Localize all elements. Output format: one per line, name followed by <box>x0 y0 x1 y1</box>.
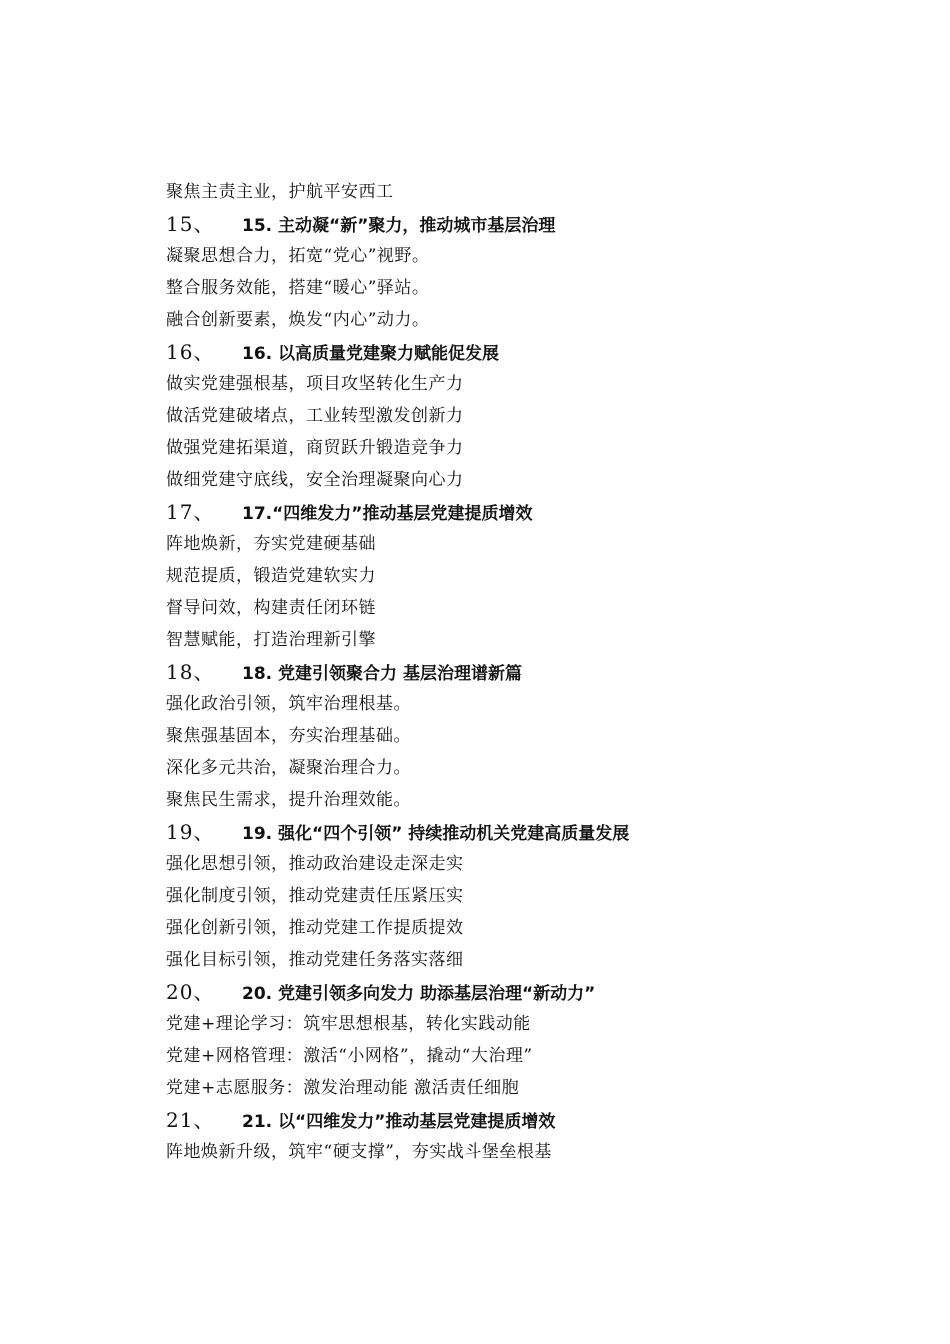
section-title: 18. 党建引领聚合力 基层治理谱新篇 <box>242 664 522 684</box>
section-heading <box>166 656 886 688</box>
section-item: 规范提质，锻造党建软实力 <box>166 566 376 586</box>
section-title: 17.“四维发力”推动基层党建提质增效 <box>242 504 533 524</box>
section-item: 聚焦强基固本，夯实治理基础。 <box>166 726 411 746</box>
section-item: 聚焦民生需求，提升治理效能。 <box>166 790 411 810</box>
section-heading <box>166 336 886 368</box>
section-item: 做细党建守底线，安全治理凝聚向心力 <box>166 470 464 490</box>
section-item: 阵地焕新升级，筑牢“硬支撑”，夯实战斗堡垒根基 <box>166 1142 552 1162</box>
section-item: 融合创新要素，焕发“内心”动力。 <box>166 310 430 330</box>
section-item: 党建+网格管理：激活“小网格”，撬动“大治理” <box>166 1046 533 1066</box>
section-heading <box>166 816 886 848</box>
section-heading <box>166 976 886 1008</box>
section-item: 智慧赋能，打造治理新引擎 <box>166 630 376 650</box>
section-item: 强化制度引领，推动党建责任压紧压实 <box>166 886 464 906</box>
section-item: 阵地焕新，夯实党建硬基础 <box>166 534 376 554</box>
intro-line: 聚焦主责主业，护航平安西工 <box>166 182 394 202</box>
section-item: 做实党建强根基，项目攻坚转化生产力 <box>166 374 464 394</box>
section-title: 19. 强化“四个引领” 持续推动机关党建高质量发展 <box>242 824 630 844</box>
section-title: 20. 党建引领多向发力 助添基层治理“新动力” <box>242 984 596 1004</box>
section-item: 强化思想引领，推动政治建设走深走实 <box>166 854 464 874</box>
section-item: 强化目标引领，推动党建任务落实落细 <box>166 950 464 970</box>
section-item: 党建+理论学习：筑牢思想根基，转化实践动能 <box>166 1014 531 1034</box>
section-number: 17、 <box>166 500 215 524</box>
document-body <box>166 176 886 1168</box>
section-list <box>166 208 886 1168</box>
section-item: 党建+志愿服务：激发治理动能 激活责任细胞 <box>166 1078 520 1098</box>
section-item: 整合服务效能，搭建“暖心”驿站。 <box>166 278 430 298</box>
section-item: 做强党建拓渠道，商贸跃升锻造竞争力 <box>166 438 464 458</box>
section-number: 19、 <box>166 820 215 844</box>
section-heading <box>166 1104 886 1136</box>
section-heading <box>166 208 886 240</box>
section-item: 做活党建破堵点，工业转型激发创新力 <box>166 406 464 426</box>
section-title: 15. 主动凝“新”聚力，推动城市基层治理 <box>242 216 556 236</box>
section-item: 深化多元共治，凝聚治理合力。 <box>166 758 411 778</box>
section-number: 15、 <box>166 212 215 236</box>
section-title: 21. 以“四维发力”推动基层党建提质增效 <box>242 1112 556 1132</box>
section-heading <box>166 496 886 528</box>
section-number: 18、 <box>166 660 215 684</box>
section-number: 21、 <box>166 1108 215 1132</box>
section-number: 16、 <box>166 340 215 364</box>
section-item: 强化创新引领，推动党建工作提质提效 <box>166 918 464 938</box>
section-item: 强化政治引领，筑牢治理根基。 <box>166 694 411 714</box>
section-item: 督导问效，构建责任闭环链 <box>166 598 376 618</box>
section-item: 凝聚思想合力，拓宽“党心”视野。 <box>166 246 430 266</box>
section-number: 20、 <box>166 980 215 1004</box>
section-title: 16. 以高质量党建聚力赋能促发展 <box>242 344 500 364</box>
